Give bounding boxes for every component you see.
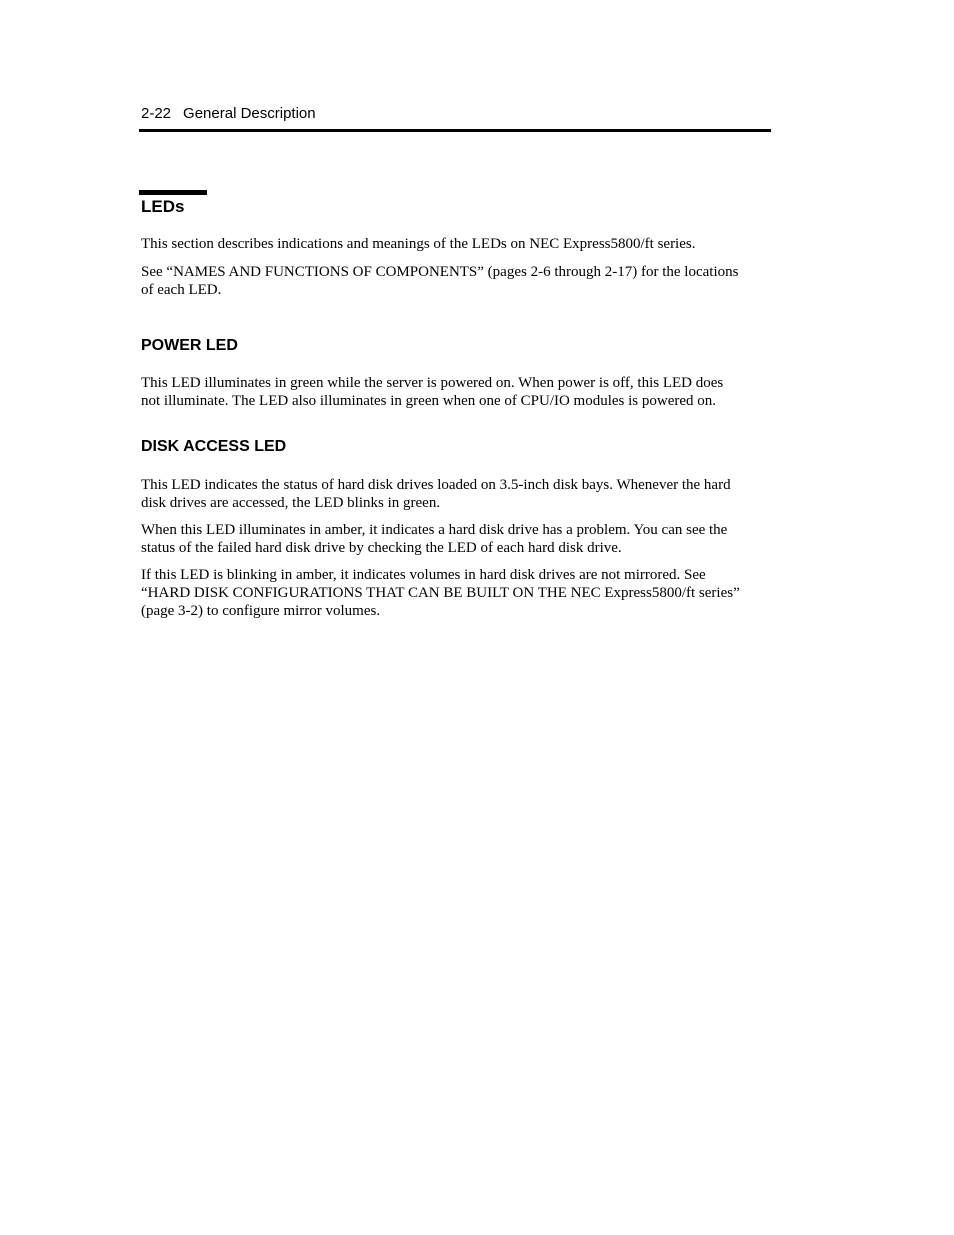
text-line: This LED illuminates in green while the server is powered on. When power is off, this LED does xyxy=(141,375,724,391)
text-line: of each LED. xyxy=(141,282,222,298)
power-led-paragraph xyxy=(141,374,771,410)
disk-led-paragraph-1 xyxy=(141,476,771,512)
text-line: This LED indicates the status of hard disk drives loaded on 3.5-inch disk bays. Whenever the hard xyxy=(141,477,731,493)
disk-led-paragraph-3 xyxy=(141,566,771,620)
disk-access-led-heading: DISK ACCESS LED xyxy=(141,438,287,455)
section-marker-bar xyxy=(139,190,207,195)
text-line: not illuminate. The LED also illuminates in green when one of CPU/IO modules is powered on. xyxy=(141,393,717,409)
power-led-heading: POWER LED xyxy=(141,337,238,354)
text-line: This section describes indications and meanings of the LEDs on NEC Express5800/ft series. xyxy=(141,236,696,252)
intro-paragraph-2 xyxy=(141,263,771,299)
text-line: If this LED is blinking in amber, it indicates volumes in hard disk drives are not mirrored. See xyxy=(141,567,706,583)
text-line: (page 3-2) to configure mirror volumes. xyxy=(141,603,381,619)
header-rule xyxy=(139,129,771,132)
text-line: status of the failed hard disk drive by checking the LED of each hard disk drive. xyxy=(141,540,622,556)
text-line: “HARD DISK CONFIGURATIONS THAT CAN BE BUILT ON THE NEC Express5800/ft series” xyxy=(141,585,740,601)
text-line: When this LED illuminates in amber, it indicates a hard disk drive has a problem. You can see the xyxy=(141,522,728,538)
text-line: See “NAMES AND FUNCTIONS OF COMPONENTS” (pages 2-6 through 2-17) for the locations xyxy=(141,264,739,280)
section-title: LEDs xyxy=(141,197,185,216)
page-number: 2-22 xyxy=(141,105,172,122)
disk-led-paragraph-2 xyxy=(141,521,771,557)
chapter-title: General Description xyxy=(183,105,316,122)
running-header xyxy=(141,104,771,124)
text-line: disk drives are accessed, the LED blinks in green. xyxy=(141,495,441,511)
intro-paragraph-1 xyxy=(141,235,771,253)
